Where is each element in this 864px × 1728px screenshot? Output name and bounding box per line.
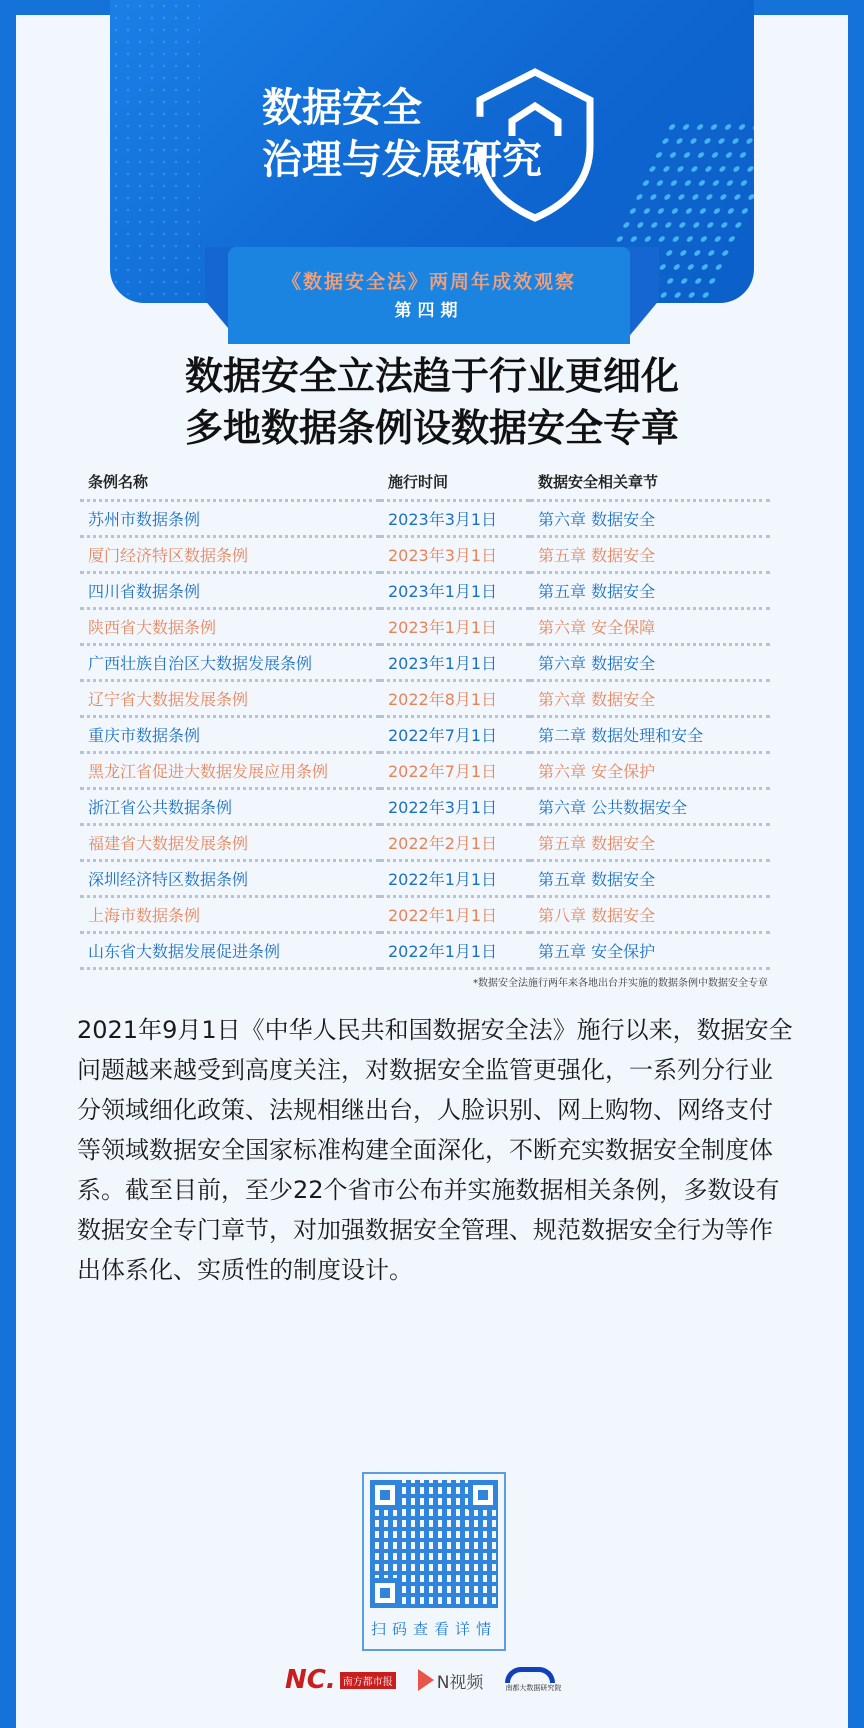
column-header: 施行时间 bbox=[388, 472, 449, 491]
regulations-table bbox=[80, 464, 770, 970]
regulation-name: 四川省数据条例 bbox=[80, 572, 380, 608]
title-line-2: 治理与发展研究 bbox=[262, 137, 542, 183]
table-header bbox=[80, 464, 770, 500]
effective-date: 2023年1月1日 bbox=[380, 572, 530, 608]
series-title: 《数据安全法》两周年成效观察 bbox=[281, 271, 576, 293]
effective-date: 2023年1月1日 bbox=[380, 608, 530, 644]
qr-label: 扫码查看详情 bbox=[370, 1620, 497, 1638]
table-row bbox=[80, 572, 770, 608]
chapter: 第五章 数据安全 bbox=[530, 824, 770, 860]
column-header: 条例名称 bbox=[88, 472, 149, 491]
effective-date: 2023年3月1日 bbox=[380, 500, 530, 536]
wave-icon bbox=[505, 1667, 555, 1683]
effective-date: 2023年1月1日 bbox=[380, 644, 530, 680]
regulation-name: 厦门经济特区数据条例 bbox=[80, 536, 380, 572]
chapter: 第八章 数据安全 bbox=[530, 896, 770, 932]
table-row bbox=[80, 716, 770, 752]
regulation-name: 辽宁省大数据发展条例 bbox=[80, 680, 380, 716]
table-row bbox=[80, 644, 770, 680]
regulation-name: 福建省大数据发展条例 bbox=[80, 824, 380, 860]
regulation-name: 山东省大数据发展促进条例 bbox=[80, 932, 380, 968]
nvideo-label: N视频 bbox=[436, 1672, 484, 1693]
chapter: 第五章 数据安全 bbox=[530, 536, 770, 572]
table-footnote: *数据安全法施行两年来各地出台并实施的数据条例中数据安全专章 bbox=[473, 978, 768, 989]
qr-finder bbox=[370, 1578, 400, 1608]
table-row bbox=[80, 500, 770, 536]
regulation-name: 广西壮族自治区大数据发展条例 bbox=[80, 644, 380, 680]
chapter: 第二章 数据处理和安全 bbox=[530, 716, 770, 752]
nd-logo-name: 南方都市报 bbox=[340, 1672, 396, 1689]
effective-date: 2022年3月1日 bbox=[380, 788, 530, 824]
shield-icon bbox=[470, 66, 600, 226]
body-paragraph: 2021年9月1日《中华人民共和国数据安全法》施行以来，数据安全问题越来越受到高度关注，对数据安全监管更强化，一系列分行业分领域细化政策、法规相继出台，人脸识别、网上购物、网络支付等领域数据安全国家标准构建全面深化，不断充实数据安全制度体系。截至目前，至少22个省市公布并实施数据相关条例，多数设有数据安全专门章节，对加强数据安全管理、规范数据安全行为等作出体系化、实质性的制度设计。 bbox=[77, 1016, 793, 1284]
title-line-1: 数据安全 bbox=[262, 85, 422, 131]
regulation-name: 深圳经济特区数据条例 bbox=[80, 860, 380, 896]
chapter: 第六章 数据安全 bbox=[530, 680, 770, 716]
table-row bbox=[80, 608, 770, 644]
effective-date: 2022年2月1日 bbox=[380, 824, 530, 860]
qr-finder bbox=[370, 1480, 400, 1510]
table-row bbox=[80, 788, 770, 824]
issue-tab bbox=[228, 247, 630, 344]
chapter: 第五章 数据安全 bbox=[530, 572, 770, 608]
qr-finder bbox=[468, 1480, 498, 1510]
chapter: 第六章 公共数据安全 bbox=[530, 788, 770, 824]
chapter: 第五章 数据安全 bbox=[530, 860, 770, 896]
regulation-name: 重庆市数据条例 bbox=[80, 716, 380, 752]
column-header: 数据安全相关章节 bbox=[538, 472, 659, 491]
regulation-name: 陕西省大数据条例 bbox=[80, 608, 380, 644]
table-row bbox=[80, 860, 770, 896]
table-row bbox=[80, 824, 770, 860]
chapter: 第六章 数据安全 bbox=[530, 644, 770, 680]
issue-number: 第四期 bbox=[394, 301, 464, 321]
effective-date: 2022年7月1日 bbox=[380, 752, 530, 788]
effective-date: 2022年1月1日 bbox=[380, 932, 530, 968]
headline-line-1: 数据安全立法趋于行业更细化 bbox=[184, 354, 679, 398]
headline-line-2: 多地数据条例设数据安全专章 bbox=[184, 406, 679, 450]
nd-logo-mark: NC. bbox=[285, 1665, 336, 1695]
footer-logos bbox=[285, 1665, 561, 1695]
institute-logo bbox=[505, 1667, 561, 1693]
table-row bbox=[80, 536, 770, 572]
institute-label: 南都大数据研究院 bbox=[505, 1684, 562, 1692]
nandu-logo bbox=[285, 1665, 396, 1695]
effective-date: 2022年1月1日 bbox=[380, 896, 530, 932]
table-row bbox=[80, 896, 770, 932]
effective-date: 2022年7月1日 bbox=[380, 716, 530, 752]
decor-dots bbox=[110, 0, 200, 300]
regulation-name: 苏州市数据条例 bbox=[80, 500, 380, 536]
regulation-name: 浙江省公共数据条例 bbox=[80, 788, 380, 824]
chapter: 第六章 数据安全 bbox=[530, 500, 770, 536]
table-row bbox=[80, 752, 770, 788]
table-row bbox=[80, 680, 770, 716]
table-row bbox=[80, 932, 770, 968]
effective-date: 2022年1月1日 bbox=[380, 860, 530, 896]
qr-code[interactable] bbox=[370, 1480, 498, 1608]
effective-date: 2022年8月1日 bbox=[380, 680, 530, 716]
regulation-name: 黑龙江省促进大数据发展应用条例 bbox=[80, 752, 380, 788]
play-icon bbox=[418, 1669, 434, 1691]
chapter: 第六章 安全保护 bbox=[530, 752, 770, 788]
nvideo-logo bbox=[418, 1668, 484, 1693]
chapter: 第五章 安全保护 bbox=[530, 932, 770, 968]
regulation-name: 上海市数据条例 bbox=[80, 896, 380, 932]
qr-code-card[interactable] bbox=[362, 1472, 506, 1651]
headline bbox=[0, 350, 864, 454]
effective-date: 2023年3月1日 bbox=[380, 536, 530, 572]
chapter: 第六章 安全保障 bbox=[530, 608, 770, 644]
